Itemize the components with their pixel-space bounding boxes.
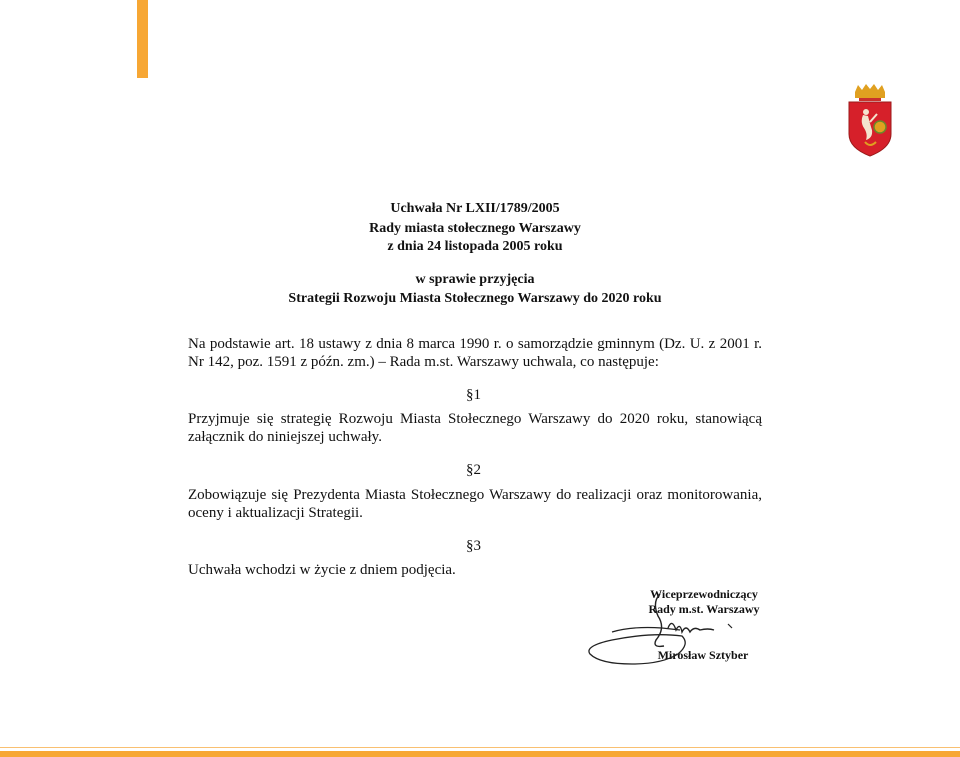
section-paragraph-3: Uchwała wchodzi w życie z dniem podjęcia. — [188, 562, 456, 578]
resolution-title: Uchwała Nr LXII/1789/2005 — [390, 201, 560, 216]
bottom-accent-line — [0, 747, 960, 748]
resolution-date: z dnia 24 listopada 2005 roku — [387, 239, 563, 254]
section-paragraph-1: Przyjmuje się strategię Rozwoju Miasta Stołecznego Warszawy do 2020 roku, stanowiącą załącznik do niniejszej uchwały. — [188, 411, 762, 445]
section-paragraph-2: Zobowiązuje się Prezydenta Miasta Stołecznego Warszawy do realizacji oraz monitorowania, oceny i aktualizacji Strategii. — [188, 487, 762, 521]
handwritten-signature — [582, 588, 752, 670]
signatory-council: Rady m.st. Warszawy — [648, 602, 760, 616]
signatory-name: Mirosław Sztyber — [657, 648, 749, 662]
preamble-paragraph: Na podstawie art. 18 ustawy z dnia 8 marca 1990 r. o samorządzie gminnym (Dz. U. z 2001 r. Nr 142, poz. 1591 z późn. zm.) – Rada m.st. Warszawy uchwala, co następuje: — [188, 336, 762, 370]
orange-accent-bar — [137, 0, 148, 78]
signatory-role: Wiceprzewodniczący — [650, 587, 758, 601]
section-mark-3: §3 — [466, 538, 481, 554]
subject-intro: w sprawie przyjęcia — [415, 272, 535, 287]
subject-title: Strategii Rozwoju Miasta Stołecznego Warszawy do 2020 roku — [288, 291, 662, 306]
section-mark-2: §2 — [466, 462, 481, 478]
section-mark-1: §1 — [466, 387, 481, 403]
warsaw-coat-of-arms-icon — [846, 84, 894, 158]
bottom-accent-bar — [0, 751, 960, 757]
council-name: Rady miasta stołecznego Warszawy — [369, 221, 581, 236]
